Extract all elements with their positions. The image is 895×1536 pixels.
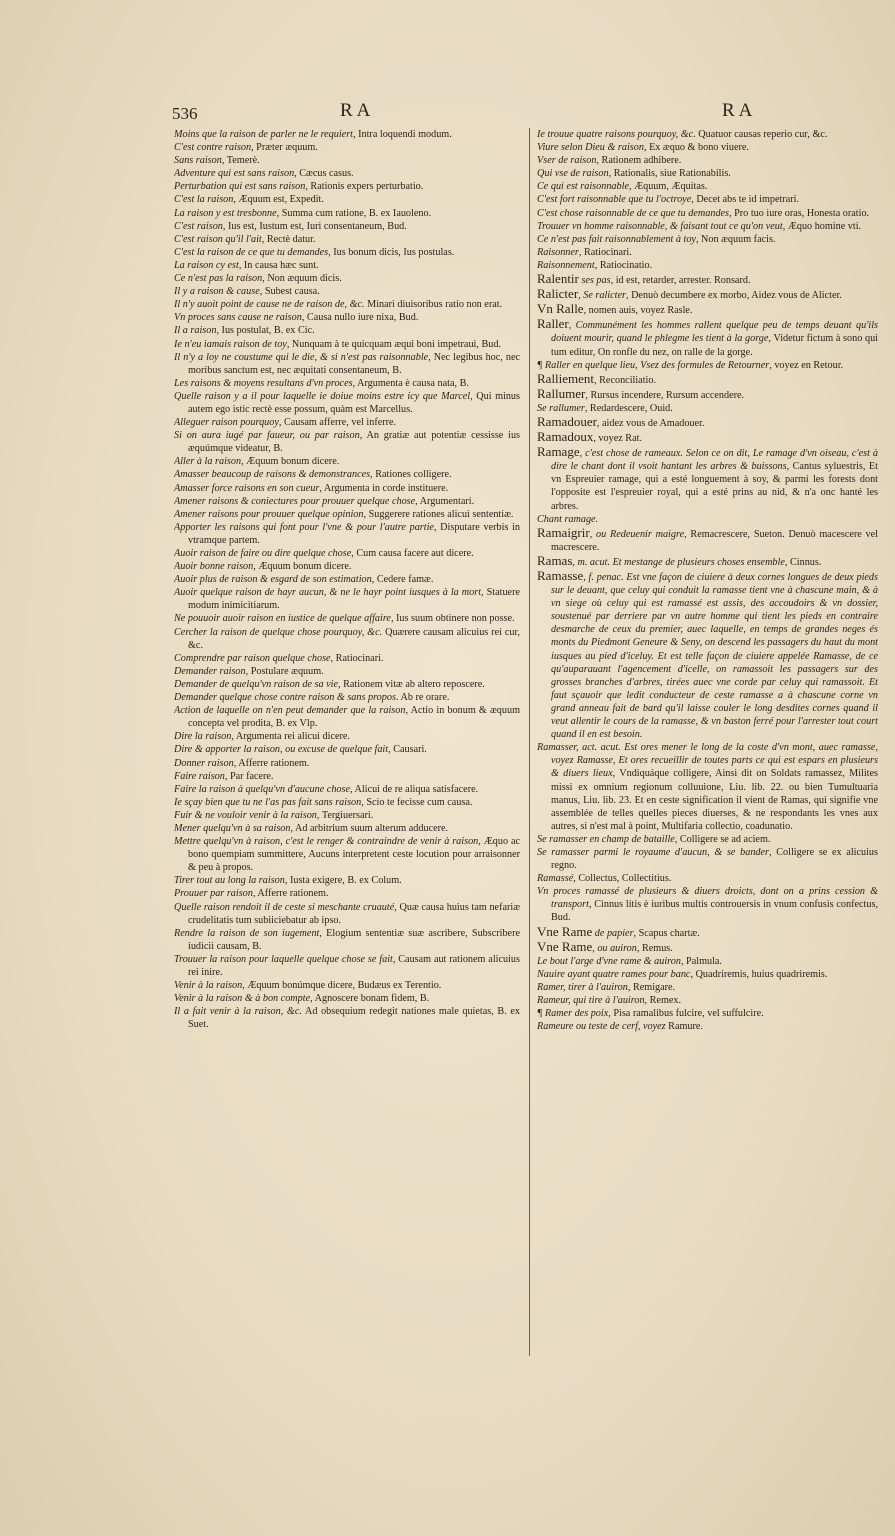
dictionary-entry <box>174 678 520 691</box>
dictionary-entry <box>174 887 520 900</box>
headword: Vne Rame <box>537 938 593 954</box>
headword: Rallumer <box>537 385 586 401</box>
french-text: Ie n'eu iamais raison de toy <box>174 338 287 350</box>
french-text: , Communément les hommes rallent quelque peu de temps deuant qu'ils doiuent mourir, quand le phlegme les tient à la gorge <box>551 320 878 345</box>
latin-text: , Reconciliatio. <box>594 374 657 386</box>
dictionary-entry <box>174 272 520 285</box>
latin-text: , Rationalis, siue Rationabilis. <box>608 168 731 180</box>
dictionary-entry <box>537 246 878 259</box>
latin-text: , Rectè datur. <box>261 233 316 245</box>
dictionary-entry <box>174 874 520 887</box>
dictionary-entry <box>537 141 878 154</box>
latin-text: , Rationis expers perturbatio. <box>305 181 424 193</box>
dictionary-entry <box>174 180 520 193</box>
latin-text: , Temerè. <box>221 155 260 167</box>
dictionary-entry <box>174 298 520 311</box>
latin-text: , Rationem vitæ ab altero reposcere. <box>338 678 485 690</box>
latin-text: Minari diuisoribus ratio non erat. <box>364 299 503 311</box>
french-text: , m. acut. Et mestange de plusieurs choses ensemble <box>572 556 785 568</box>
french-text: C'est fort raisonnable que tu l'octroye <box>537 194 692 206</box>
latin-text: , Pisa ramalibus fulcire, vel suffulcire. <box>608 1008 764 1020</box>
french-text: Quelle raison rendoit il de ceste si meschante cruauté <box>174 901 395 913</box>
french-text: , ou Redeuenir maigre <box>589 528 685 540</box>
french-text: Action de laquelle on n'en peut demander que la raison <box>174 705 406 717</box>
french-text: Raisonnement <box>537 259 595 271</box>
latin-text: , nomen auis, voyez Rasle. <box>583 305 693 317</box>
dictionary-entry <box>174 521 520 547</box>
latin-text: , Redardescere, Ouid. <box>584 402 673 414</box>
french-text: Ne pouuoir auoir raison en iustice de quelque affaire <box>174 613 391 625</box>
french-text: Il n'y a loy ne coustume qui le die, & si n'est pas raisonnable <box>174 351 429 363</box>
dictionary-entry <box>174 730 520 743</box>
french-text: Demander quelque chose contre raison & sans propos <box>174 692 396 704</box>
dictionary-entry <box>174 770 520 783</box>
french-text: Donner raison <box>174 757 234 769</box>
dictionary-entry <box>537 833 878 846</box>
french-text: Venir à la raison <box>174 980 243 992</box>
latin-text: , Pro tuo iure oras, Honesta oratio. <box>729 207 870 219</box>
headword: Ralliement <box>537 370 595 386</box>
dictionary-entry <box>174 612 520 625</box>
french-text: Perturbation qui est sans raison <box>174 181 306 193</box>
dictionary-entry <box>174 757 520 770</box>
latin-text: Quatuor causas reperio cur, &c. <box>695 129 828 140</box>
latin-text: , Ex æquo & bono viuere. <box>643 142 749 154</box>
latin-text: , Causa nullo iure nixa, Bud. <box>301 312 419 324</box>
dictionary-entry <box>174 285 520 298</box>
french-text: Ie trouue quatre raisons pourquoy, &c. <box>537 129 696 140</box>
dictionary-entry <box>537 259 878 272</box>
dictionary-entry <box>537 981 878 994</box>
latin-text: , Ius postulat, B. ex Cic. <box>216 325 315 337</box>
latin-text: , Suggerere rationes alicui sententiæ. <box>363 508 514 520</box>
dictionary-entry <box>174 128 520 141</box>
french-text: Fuir & ne vouloir venir à la raison <box>174 809 317 821</box>
dictionary-entry <box>537 1020 878 1033</box>
latin-text: , An gratiæ aut potentiæ cessisse ius æquúmque videatur, B. <box>188 430 520 455</box>
latin-text: , Scapus chartæ. <box>633 927 700 939</box>
latin-text: , Causam aut rationem alicuius rei inire. <box>188 953 520 978</box>
french-text: Sans raison <box>174 155 222 167</box>
french-text: Faire raison <box>174 770 225 782</box>
french-text: Si on aura iugé par faueur, ou par raison <box>174 430 360 442</box>
latin-text: , Æquum est, Expedit. <box>233 194 324 206</box>
french-text: Se ramasser parmi le royaume d'aucun, & se bander <box>537 846 769 858</box>
latin-text: , Æquum bonúmque dicere, Budæus ex Terentio. <box>242 980 442 992</box>
dictionary-entry <box>174 979 520 992</box>
right-column <box>537 128 878 1033</box>
latin-text: , Agnoscere bonam fidem, B. <box>310 993 430 1005</box>
french-text: Raisonner <box>537 246 579 258</box>
latin-text: , Cinnus. <box>784 556 822 568</box>
latin-text: , Argumenta rei alicui dicere. <box>231 731 350 743</box>
left-column <box>174 128 520 1031</box>
latin-text: , Remacrescere, Sueton. Denuò macescere vel macrescere. <box>551 528 878 553</box>
latin-text: , Causari. <box>388 744 427 756</box>
latin-text: , Colligere se ad aciem. <box>674 833 771 845</box>
french-text: Ie sçay bien que tu ne l'as pas fait sans raison <box>174 796 362 808</box>
dictionary-entry <box>174 953 520 979</box>
latin-text: , Ius est, Iustum est, Iuri consentaneum, Bud. <box>222 220 407 232</box>
dictionary-entry <box>174 626 520 652</box>
french-text: Rameur, qui tire à l'auiron <box>537 995 645 1006</box>
latin-text: , Elogium sententiæ suæ ascribere, Subscribere iudicii causam, B. <box>188 927 520 952</box>
french-text: Adventure qui est sans raison <box>174 168 295 180</box>
latin-text: , voyez en Retour. <box>769 359 844 371</box>
dictionary-entry <box>174 835 520 874</box>
dictionary-entry <box>537 207 878 220</box>
dictionary-entry <box>537 955 878 968</box>
dictionary-entry <box>537 994 878 1007</box>
latin-text: , Cum causa facere aut dicere. <box>351 548 474 559</box>
dictionary-entry <box>537 872 878 885</box>
latin-text: , Æquo ac bono quempiam summittere, Aucuns interpretent ceste locution pour arraisonner & peu à propos. <box>188 836 520 874</box>
dictionary-entry <box>537 968 878 981</box>
french-text: Dire & apporter la raison, ou excuse de quelque fait <box>174 744 389 756</box>
dictionary-entry <box>174 259 520 272</box>
french-text: Les raisons & moyens resultans d'vn proces <box>174 377 353 389</box>
latin-text: , Cantus syluestris, Et vn Espreuier ramage, qui a esté longuement à soy, & parmi les forests dont l'opposite est l'espreuier royal, qui a esté prins au nid, & n'a onc hanté les arbres. <box>551 461 878 512</box>
french-text: Le bout l'arge d'vne rame & auiron <box>537 955 681 967</box>
latin-text: , Ratiocinari. <box>578 246 632 258</box>
french-text: ¶ Raller en quelque lieu, Vsez des formules de Retourner <box>537 359 770 371</box>
dictionary-entry <box>537 193 878 206</box>
latin-text: , Ratiocinatio. <box>594 259 653 271</box>
dictionary-entry <box>537 569 878 741</box>
french-text: C'est raison qu'il l'ait <box>174 233 262 245</box>
french-text: C'est chose raisonnable de ce que tu demandes <box>537 207 730 219</box>
french-text: Il a fait venir à la raison, &c. <box>174 1006 302 1018</box>
dictionary-entry <box>174 704 520 730</box>
dictionary-entry <box>174 992 520 1005</box>
headword: Ramasse <box>537 568 584 583</box>
french-text: Il a raison <box>174 325 217 337</box>
french-text: Vser de raison <box>537 155 597 167</box>
dictionary-entry <box>537 430 878 445</box>
latin-text: , Rursus incendere, Rursum accendere. <box>585 389 745 401</box>
french-text: Trouuer vn homme raisonnable, & faisant tout ce qu'on veut <box>537 220 783 232</box>
latin-text: , Collectus, Collectitius. <box>573 873 672 885</box>
french-text: Demander raison <box>174 665 246 677</box>
headword: Ramas <box>537 552 573 568</box>
dictionary-entry <box>174 508 520 521</box>
dictionary-entry <box>174 246 520 259</box>
french-text: ¶ Ramer des poix <box>537 1008 609 1020</box>
latin-text: , Cinnus litis è iuribus multis controuersis in vnum confusis confectus, Bud. <box>551 899 878 924</box>
dictionary-entry <box>174 390 520 416</box>
french-text: Ramassé <box>537 873 574 885</box>
dictionary-entry <box>174 560 520 573</box>
headword: Vn Ralle <box>537 301 584 317</box>
dictionary-entry <box>174 547 520 560</box>
latin-text: , Actio in bonum & æquum concepta vel prodita, B. ex Vlp. <box>188 705 520 730</box>
latin-text: , id est, retarder, arrester. Ronsard. <box>610 275 751 287</box>
latin-text: , aidez vous de Amadouer. <box>596 417 705 429</box>
french-text: Auoir plus de raison & esgard de son estimation <box>174 574 372 586</box>
dictionary-entry <box>537 925 878 940</box>
french-text: Chant ramage. <box>537 513 599 525</box>
dictionary-entry <box>174 141 520 154</box>
dictionary-entry <box>174 796 520 809</box>
latin-text: , Alicui de re aliqua satisfacere. <box>350 783 479 795</box>
running-head-right: RA <box>722 100 757 121</box>
latin-text: , Colligere se ex alicuius regno. <box>551 846 878 872</box>
dictionary-entry <box>174 233 520 246</box>
latin-text: , Æquo homine vti. <box>782 220 862 232</box>
latin-text: , Disputare verbis in vtramque partem. <box>188 521 520 546</box>
latin-text: , Remex. <box>644 995 682 1006</box>
dictionary-entry <box>174 429 520 455</box>
latin-text: , Afferre rationem. <box>252 888 329 900</box>
dictionary-entry <box>537 940 878 955</box>
headword: Raller <box>537 316 569 332</box>
latin-text: , Rationes colligere. <box>370 469 452 481</box>
latin-text: , Rationem adhibere. <box>596 155 682 167</box>
dictionary-entry <box>537 554 878 569</box>
latin-text: Ramure. <box>665 1021 703 1033</box>
dictionary-entry <box>174 207 520 220</box>
french-text: Aller à la raison <box>174 456 242 468</box>
french-text: Venir à la raison & à bon compte <box>174 993 311 1005</box>
latin-text: , Scio te fecisse cum causa. <box>361 796 473 808</box>
french-text: La raison y est tresbonne <box>174 207 277 219</box>
dictionary-entry <box>174 573 520 586</box>
french-text: C'est la raison <box>174 194 234 206</box>
dictionary-entry <box>537 233 878 246</box>
latin-text: , voyez Rat. <box>593 433 642 445</box>
french-text: Auoir quelque raison de hayr aucun, & ne le hayr point iusques à la mort <box>174 587 482 599</box>
french-text: Trouuer la raison pour laquelle quelque chose se fait <box>174 953 393 965</box>
latin-text: , Non æquum facis. <box>695 233 776 245</box>
latin-text: . Ab re orare. <box>395 692 450 704</box>
dictionary-entry <box>537 372 878 387</box>
dictionary-entry <box>537 415 878 430</box>
dictionary-entry <box>174 377 520 390</box>
latin-text: , Cedere famæ. <box>371 574 434 586</box>
french-text: Se rallumer <box>537 402 585 414</box>
latin-text: , Intra loquendi modum. <box>353 129 452 140</box>
dictionary-entry <box>537 526 878 554</box>
dictionary-entry <box>174 468 520 481</box>
dictionary-entry <box>174 220 520 233</box>
headword: Ramaigrir <box>537 524 590 540</box>
latin-text: , Argumentari. <box>415 495 475 507</box>
french-text: Prouuer par raison <box>174 888 253 900</box>
latin-text: Quærere causam alicuius rei cur, &c. <box>188 626 520 651</box>
headword: Ralentir <box>537 271 579 287</box>
latin-text: , Æquum bonum dicere. <box>241 456 340 468</box>
dictionary-entry <box>537 272 878 287</box>
dictionary-entry <box>174 809 520 822</box>
latin-text: , Subest causa. <box>259 286 320 298</box>
headword: Ramadouer <box>537 413 597 429</box>
french-text: Comprendre par raison quelque chose <box>174 652 331 664</box>
french-text: Amasser beaucoup de raisons & demonstrances <box>174 469 371 481</box>
dictionary-entry <box>537 287 878 302</box>
french-text: Il y a raison & cause <box>174 286 260 298</box>
dictionary-entry <box>174 691 520 704</box>
dictionary-entry <box>174 311 520 324</box>
french-text: Ce qui est raisonnable <box>537 181 629 193</box>
french-text: Mettre quelqu'vn à raison, c'est le renger & contraindre de venir à raison <box>174 836 479 848</box>
latin-text: , Cæcus casus. <box>294 168 354 180</box>
french-text: C'est contre raison <box>174 142 252 154</box>
headword: Ralicter <box>537 286 579 302</box>
dictionary-entry <box>537 445 878 512</box>
headword: Vne Rame <box>537 923 593 939</box>
latin-text: Ad obsequium redegit nationes male quietas, B. ex Suet. <box>188 1006 520 1031</box>
latin-text: , Ius bonum dicis, Ius postulas. <box>328 246 455 258</box>
dictionary-entry <box>174 783 520 796</box>
french-text: Tirer tout au long la raison <box>174 875 285 887</box>
latin-text: , Præter æquum. <box>251 142 318 154</box>
dictionary-entry <box>174 927 520 953</box>
latin-text: , Quadriremis, huius quadriremis. <box>690 968 828 980</box>
french-text: Ramer, tirer à l'auiron <box>537 981 628 993</box>
dictionary-entry <box>174 416 520 429</box>
latin-text: , Ius suum obtinere non posse. <box>390 613 515 625</box>
french-text: Se ramasser en champ de bataille <box>537 833 675 845</box>
french-text: C'est la raison de ce que tu demandes <box>174 246 329 258</box>
dictionary-entry <box>174 743 520 756</box>
french-text: Quelle raison y a il pour laquelle ie doiue moins estre icy que Marcel <box>174 390 471 402</box>
headword: Ramage <box>537 444 580 460</box>
dictionary-entry <box>174 586 520 612</box>
dictionary-entry <box>537 167 878 180</box>
dictionary-entry <box>174 495 520 508</box>
dictionary-entry <box>537 220 878 233</box>
french-text: , c'est chose de rameaux. Selon ce on dit, Le ramage d'vn oiseau, c'est à dire le chant dont il vsoit hantant les arbres & buissons <box>551 448 878 473</box>
latin-text: , Videtur fictum à sono qui tum editur, On ronfle du nez, on ralle de la gorge. <box>551 333 878 358</box>
french-text: Amener raisons & coniectures pour prouuer quelque chose <box>174 495 416 507</box>
latin-text: , Ad arbitrium suum alterum adducere. <box>290 822 449 834</box>
dictionary-entry <box>174 665 520 678</box>
latin-text: , Nec legibus hoc, nec moribus sanctum est, nec æquitati consentaneum, B. <box>188 351 520 376</box>
latin-text: , Nunquam à te quicquam æqui boni impetraui, Bud. <box>286 338 501 350</box>
dictionary-entry <box>174 822 520 835</box>
dictionary-entry <box>174 193 520 206</box>
french-text: Alleguer raison pourquoy <box>174 417 279 429</box>
dictionary-entry <box>174 482 520 495</box>
french-text: Vn proces sans cause ne raison <box>174 312 302 324</box>
dictionary-entry <box>537 128 878 141</box>
latin-text: , Vndiquáque colligere, Ainsi dit on Soldats ramassez, Milites missi ex omnium regionum colluuione, Liu. lib. 22. ou bien Tumultuaria manus, Liu. lib. 23. Et en ceste signification il vient de Ramas, qui signifie vne assemblée de telles quelles pieces diuerses, & ne respondants les vnes aux autres, si n'est mal à point, Multifaria collectio, coadunatio. <box>551 768 878 832</box>
dictionary-entry <box>174 901 520 927</box>
latin-text: , Postulare æquum. <box>245 665 324 677</box>
dictionary-entry <box>174 1005 520 1031</box>
french-text: Nauire ayant quatre rames pour banc <box>537 968 691 980</box>
latin-text: , Argumenta in corde instituere. <box>319 482 449 494</box>
french-text: Rendre la raison de son iugement <box>174 927 320 939</box>
french-text: Qui vse de raison <box>537 168 609 180</box>
dictionary-entry <box>537 387 878 402</box>
french-text: , ou auiron <box>592 942 637 954</box>
french-text: Dire la raison <box>174 731 232 743</box>
french-text: , f. penac. Est vne façon de ciuiere à deux cornes longues de deux pieds sur le deuant, que celuy qui conduit la ramasse tient vne à chascune main, & à vn siege où celuy qui est ramassé est assis, des accoudoirs & vn dossier, soustenué par derriere par vn autre homme qui tient les pieds en contraire desmarche de ceux du premier, auec laquelle, en temps de grandes neges és monts du Piedmont Geneure & Seny, on descend les passagers du haut du mont iusques au pied d'iceluy. Et est telle façon de ciuiere appelée Ramasse, de ce qu'auparauant l'agencement d'icelle, on ramassoit les passagers sur des grosses branches d'arbres, tirées auec vne corde par celuy qui ramassoit. Et faut sçauoir que ledit conducteur de ceste ramasse a à chascune corne vn grand anneau fait de bard qu'il laisse couler le long desdites cornes quand il veut allentir le cours de la ramasse, & vn baston ferré pour l'arrester tout court quand il en est besoin. <box>551 572 878 741</box>
french-text: Auoir bonne raison <box>174 561 254 573</box>
latin-text: , Quæ causa huius tam nefariæ crudelitatis tum subiiciebatur ab ipso. <box>188 901 520 926</box>
french-text: Il n'y auoit point de cause ne de raison de, &c. <box>174 299 365 311</box>
french-text: Ce n'est pas fait raisonnablement à toy <box>537 233 696 245</box>
latin-text: , Summa cum ratione, B. ex Iauoleno. <box>276 207 432 219</box>
dictionary-entry <box>537 154 878 167</box>
latin-text: , Decet abs te id impetrari. <box>691 194 800 206</box>
french-text: Ce n'est pas la raison <box>174 273 263 285</box>
french-text: Auoir raison de faire ou dire quelque chose <box>174 548 352 559</box>
column-divider <box>529 128 530 1356</box>
latin-text: , Remigare. <box>627 981 676 993</box>
french-text: , Se ralicter <box>578 290 626 302</box>
french-text: Demander de quelqu'vn raison de sa vie <box>174 678 339 690</box>
latin-text: , Causam afferre, vel inferre. <box>278 417 397 429</box>
latin-text: , Denuò decumbere ex morbo, Aidez vous de Alicter. <box>625 290 842 302</box>
french-text: Ramasser, act. acut. Est ores mener le long de la coste d'vn mont, auec ramasse, voyez Ramasse, Et ores recueillir de toutes parts ce qui est espars en plusieurs & diuers lieux <box>537 742 878 780</box>
latin-text: , In causa hæc sunt. <box>238 259 319 271</box>
latin-text: , Iusta exigere, B. ex Colum. <box>284 875 402 887</box>
latin-text: , Statuere modum inimicitiarum. <box>188 587 520 612</box>
dictionary-entry <box>174 324 520 337</box>
french-text: Cercher la raison de quelque chose pourquoy, &c. <box>174 626 383 638</box>
french-text: Vn proces ramassé de plusieurs & diuers droicts, dont on a prins cession & transport <box>537 886 878 911</box>
latin-text: , Afferre rationem. <box>233 757 310 769</box>
french-text: La raison cy est <box>174 259 239 271</box>
dictionary-entry <box>174 351 520 377</box>
dictionary-entry <box>537 1007 878 1020</box>
french-text: Viure selon Dieu & raison <box>537 142 644 154</box>
french-text: Amasser force raisons en son cueur <box>174 482 320 494</box>
dictionary-entry <box>174 167 520 180</box>
headword: Ramadoux <box>537 429 594 445</box>
french-text: Apporter les raisons qui font pour l'vne & pour l'autre partie <box>174 521 434 533</box>
latin-text: , Ratiocinari. <box>330 652 384 664</box>
french-text: C'est raison <box>174 220 223 232</box>
dictionary-entry <box>537 317 878 358</box>
page-number: 536 <box>172 104 198 123</box>
french-text: Mener quelqu'vn à sa raison <box>174 822 291 834</box>
dictionary-entry <box>174 455 520 468</box>
french-text: Faire la raison à quelqu'vn d'aucune chose <box>174 783 351 795</box>
running-head-left: RA <box>340 100 375 121</box>
french-text: Amener raisons pour prouuer quelque opinion <box>174 508 364 520</box>
dictionary-entry <box>174 652 520 665</box>
dictionary-entry <box>537 302 878 317</box>
dictionary-entry <box>174 338 520 351</box>
latin-text: , Æquum, Æquitas. <box>628 181 708 193</box>
latin-text: , Remus. <box>636 942 673 954</box>
dictionary-entry <box>537 846 878 872</box>
latin-text: , Tergiuersari. <box>316 809 374 821</box>
latin-text: , Par facere. <box>224 770 274 782</box>
dictionary-entry <box>537 741 878 833</box>
french-text: ses pas <box>578 275 611 287</box>
dictionary-entry <box>537 885 878 924</box>
french-text: de papier <box>592 927 634 939</box>
latin-text: , Qui minus autem ego istic rectè esse possum, quàm est Marcellus. <box>188 390 520 415</box>
dictionary-entry <box>537 180 878 193</box>
french-text: Rameure ou teste de cerf, voyez <box>537 1021 666 1033</box>
dictionary-entry <box>174 154 520 167</box>
latin-text: , Argumenta è causa nata, B. <box>352 377 469 389</box>
latin-text: , Palmula. <box>680 955 722 967</box>
latin-text: , Non æquum dicis. <box>262 273 342 285</box>
french-text: Moins que la raison de parler ne le requiert <box>174 129 354 140</box>
latin-text: , Æquum bonum dicere. <box>253 561 352 573</box>
